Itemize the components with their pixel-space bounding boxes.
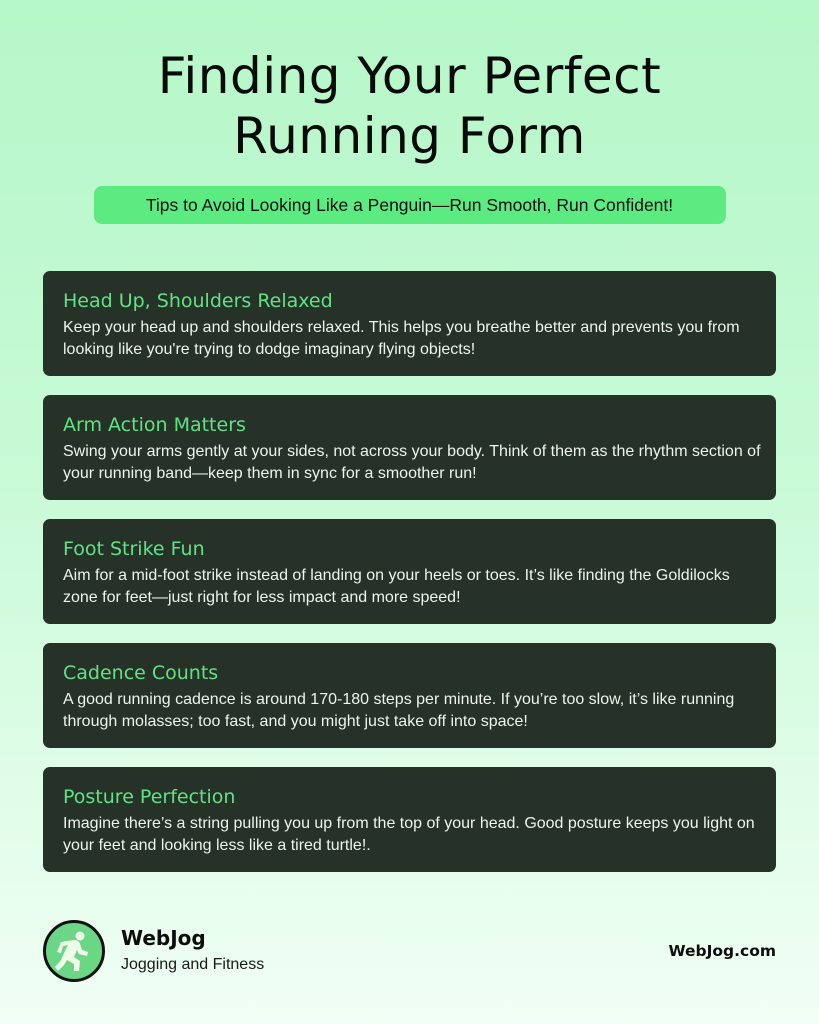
tip-card-cadence (43, 643, 776, 748)
tip-card-foot-strike (43, 519, 776, 624)
tips-list (43, 271, 776, 891)
tip-card-arm-action (43, 395, 776, 500)
website-link[interactable]: WebJog.com (668, 942, 776, 960)
tip-title: Arm Action Matters (63, 414, 246, 436)
tip-body: Swing your arms gently at your sides, not across your body. Think of them as the rhythm section of your running band—keep them in sync for a smoother run! (63, 443, 761, 482)
tip-title: Posture Perfection (63, 786, 236, 808)
tip-title: Cadence Counts (63, 662, 219, 684)
tip-card-posture (43, 767, 776, 872)
brand-logo (43, 920, 105, 982)
brand-name: WebJog (121, 926, 206, 950)
tip-title: Foot Strike Fun (63, 538, 205, 560)
brand-tagline: Jogging and Fitness (121, 956, 265, 973)
tip-title: Head Up, Shoulders Relaxed (63, 290, 333, 312)
page-title (0, 46, 819, 166)
tip-body: Aim for a mid-foot strike instead of landing on your heels or toes. It’s like finding the Goldilocks zone for feet—just right for less impact and more speed! (63, 567, 730, 606)
tip-card-head-up (43, 271, 776, 376)
tip-body: Keep your head up and shoulders relaxed. This helps you breathe better and prevents you from looking like you're trying to dodge imaginary flying objects! (63, 319, 740, 358)
subtitle-banner: Tips to Avoid Looking Like a Penguin—Run Smooth, Run Confident! (94, 186, 726, 224)
tip-body: A good running cadence is around 170-180 steps per minute. If you’re too slow, it’s like running through molasses; too fast, and you might just take off into space! (63, 691, 735, 730)
runner-icon (52, 929, 96, 973)
title-line-2: Running Form (233, 107, 586, 165)
brand-info (121, 925, 264, 977)
footer (43, 920, 776, 982)
subtitle-container (0, 186, 819, 224)
tip-body: Imagine there’s a string pulling you up from the top of your head. Good posture keeps you light on your feet and looking less like a tired turtle!. (63, 815, 755, 854)
title-line-1: Finding Your Perfect (157, 47, 662, 105)
